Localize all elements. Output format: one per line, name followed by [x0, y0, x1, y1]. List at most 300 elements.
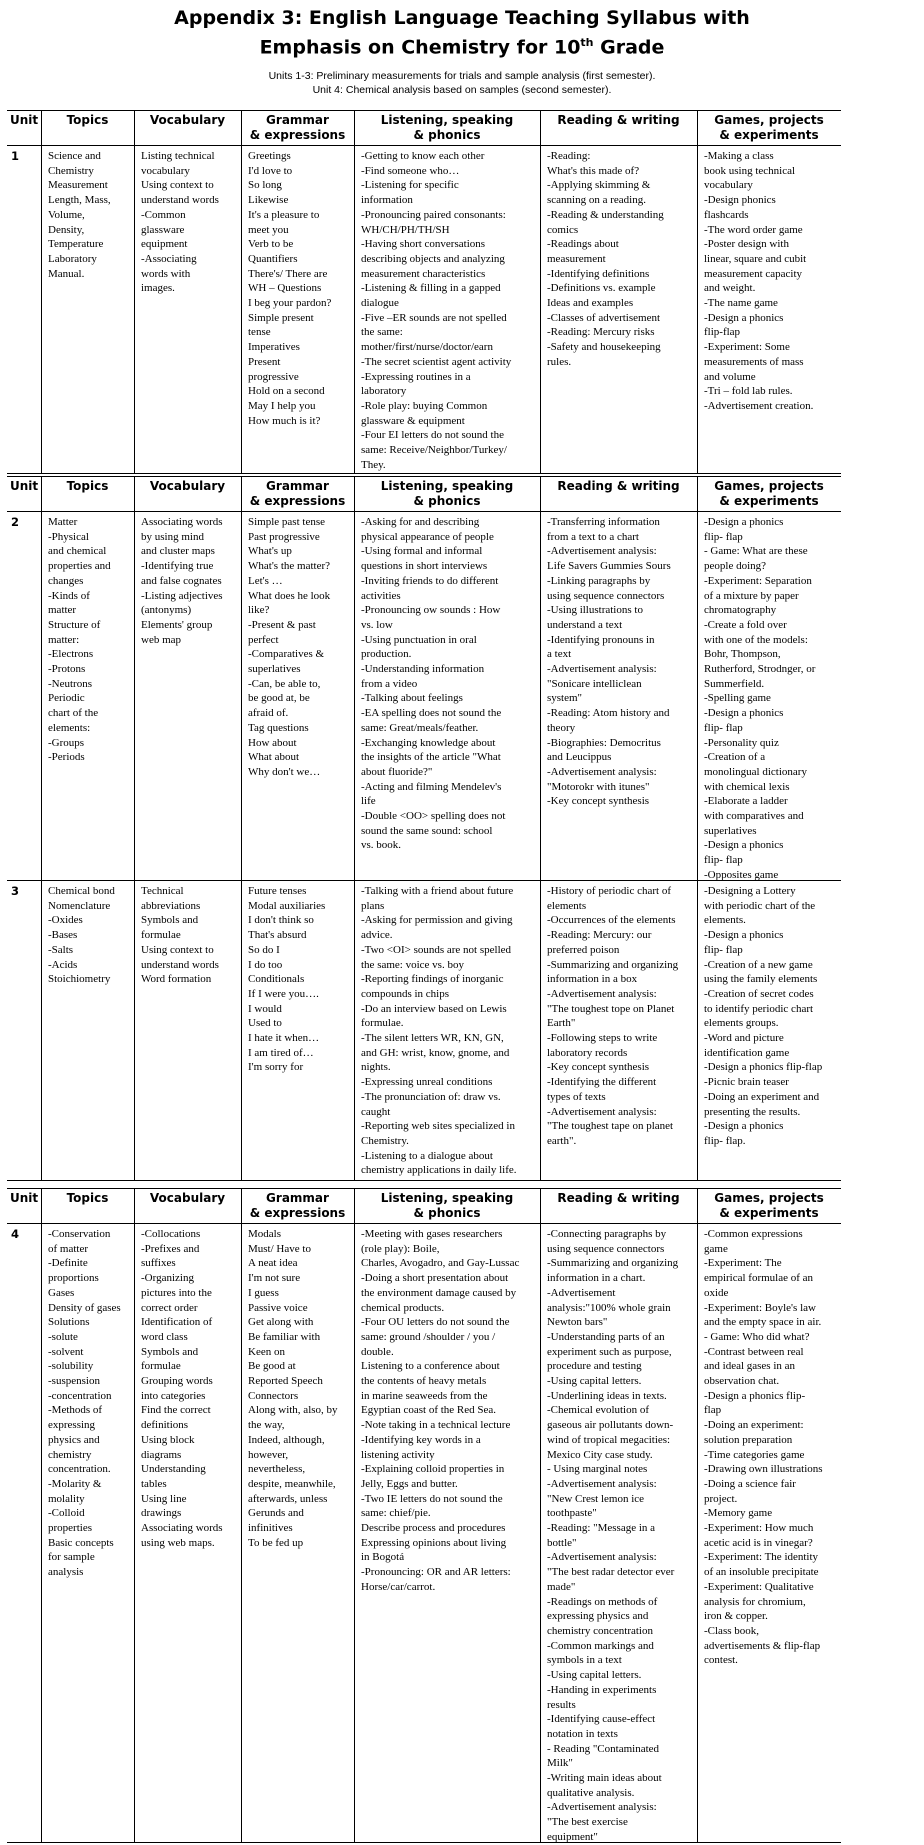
cell-line: changes: [48, 574, 84, 587]
cell-line: - Reading "Contaminated: [547, 1742, 660, 1755]
cell-line: oxide: [704, 1286, 729, 1299]
cell-line: into categories: [141, 1389, 206, 1402]
cell-line: same: ground /shoulder / you /: [361, 1330, 496, 1343]
cell-line: activities: [361, 589, 401, 602]
cell-line: -Identifying definitions: [547, 267, 650, 280]
cell-line: iron & copper.: [704, 1610, 768, 1623]
cell-line: -Listing adjectives: [141, 589, 223, 602]
cell-line: proportions: [48, 1272, 99, 1285]
cell-line: To be fed up: [248, 1536, 304, 1549]
vocabulary-cell: [141, 1227, 241, 1550]
column-divider: [134, 476, 135, 1180]
cell-line: -Collocations: [141, 1228, 201, 1240]
cell-line: -Reading: Mercury: our: [547, 929, 652, 942]
reading-cell: [547, 1227, 697, 1845]
header-vocabulary: Vocabulary: [149, 479, 226, 493]
cell-line: with periodic chart of the: [704, 899, 816, 912]
cell-line: -Do an interview based on Lewis: [361, 1002, 507, 1015]
cell-line: diagrams: [141, 1448, 182, 1461]
cell-line: -suspension: [48, 1375, 100, 1388]
cell-line: -The pronunciation of: draw vs.: [361, 1090, 501, 1103]
cell-line: Science and: [48, 150, 101, 162]
cell-line: -Key concept synthesis: [547, 795, 650, 808]
cell-line: and GH: wrist, know, gnome, and: [361, 1046, 510, 1059]
cell-line: in marine seaweeds from the: [361, 1389, 488, 1402]
cell-line: monolingual dictionary: [704, 765, 807, 778]
cell-line: the way,: [248, 1419, 285, 1432]
games-cell: [704, 515, 841, 883]
cell-line: -Experiment: The identity: [704, 1551, 819, 1564]
cell-line: -Classes of advertisement: [547, 311, 661, 324]
cell-line: Get along with: [248, 1316, 314, 1329]
cell-line: -Reporting web sites specialized in: [361, 1120, 515, 1133]
cell-line: -Common markings and: [547, 1639, 654, 1652]
cell-line: Quantifiers: [248, 252, 298, 265]
cell-line: Matter: [48, 516, 78, 528]
cell-line: and Leucippus: [547, 751, 612, 764]
cell-line: questions in short interviews: [361, 560, 488, 573]
header-grammar-line1: Grammar: [266, 479, 329, 493]
cell-line: Milk": [547, 1757, 573, 1770]
cell-line: -Summarizing and organizing: [547, 1257, 679, 1270]
unit-number: 1: [11, 149, 20, 163]
cell-line: afraid of.: [248, 707, 289, 720]
column-divider: [241, 476, 242, 1180]
cell-line: -Making a class: [704, 150, 774, 162]
header-games-line2: & experiments: [719, 1206, 819, 1220]
cell-line: What about: [248, 751, 300, 764]
cell-line: Nomenclature: [48, 899, 111, 912]
header-grammar-line1: Grammar: [266, 1191, 329, 1205]
cell-line: chart of the: [48, 707, 99, 720]
cell-line: -Elaborate a ladder: [704, 795, 788, 808]
column-divider: [134, 110, 135, 473]
cell-line: -Advertisement creation.: [704, 399, 814, 412]
cell-line: I guess: [248, 1286, 279, 1299]
cell-line: Present: [248, 355, 281, 368]
header-topics: Topics: [66, 479, 109, 493]
table-rule: [7, 473, 841, 474]
cell-line: acetic acid is in vinegar?: [704, 1536, 813, 1549]
cell-line: I do too: [248, 958, 283, 971]
cell-line: the same: voice vs. boy: [361, 958, 464, 971]
header-listening-line1: Listening, speaking: [380, 1191, 514, 1205]
reading-cell: [547, 149, 697, 370]
cell-line: -Explaining colloid properties in: [361, 1463, 505, 1476]
cell-line: "The toughest tope on Planet: [547, 1002, 675, 1015]
cell-line: I am tired of…: [248, 1046, 314, 1059]
cell-line: Greetings: [248, 150, 291, 162]
cell-line: analysis for chromium,: [704, 1595, 806, 1608]
cell-line: formulae.: [361, 1017, 404, 1030]
cell-line: Find the correct: [141, 1404, 211, 1417]
cell-line: -Comparatives &: [248, 648, 325, 661]
reading-cell: [547, 515, 697, 809]
cell-line: dialogue: [361, 297, 399, 310]
cell-line: -Experiment: Boyle's law: [704, 1301, 816, 1314]
cell-line: contest.: [704, 1654, 738, 1667]
cell-line: game: [704, 1242, 728, 1255]
cell-line: Egyptian coast of the Red Sea.: [361, 1404, 497, 1417]
cell-line: Charles, Avogadro, and Gay-Lussac: [361, 1257, 520, 1270]
cell-line: -Role play: buying Common: [361, 399, 488, 412]
cell-line: observation chat.: [704, 1375, 780, 1388]
table-rule: [7, 110, 841, 111]
cell-line: -Talking about feelings: [361, 692, 463, 705]
cell-line: -Summarizing and organizing: [547, 958, 679, 971]
cell-line: (role play): Boile,: [361, 1242, 440, 1255]
cell-line: Likewise: [248, 194, 289, 207]
cell-line: information in a chart.: [547, 1272, 646, 1285]
cell-line: made": [547, 1580, 576, 1593]
header-reading: Reading & writing: [557, 1191, 680, 1205]
cell-line: laboratory: [361, 385, 407, 398]
cell-line: superlatives: [704, 824, 757, 837]
cell-line: -Getting to know each other: [361, 150, 485, 162]
header-grammar: [241, 1191, 354, 1221]
cell-line: -Salts: [48, 943, 74, 956]
cell-line: advertisements & flip-flap: [704, 1639, 821, 1652]
cell-line: - Game: Who did what?: [704, 1330, 810, 1343]
cell-line: -Connecting paragraphs by: [547, 1228, 667, 1240]
cell-line: -Using capital letters.: [547, 1375, 642, 1388]
cell-line: -Identifying key words in a: [361, 1433, 481, 1446]
cell-line: Verb to be: [248, 238, 294, 251]
cell-line: mother/first/nurse/doctor/earn: [361, 341, 493, 354]
cell-line: results: [547, 1698, 576, 1711]
topics-cell: [48, 149, 134, 281]
cell-line: -Poster design with: [704, 238, 789, 251]
cell-line: -Definite: [48, 1257, 88, 1270]
cell-line: Jelly, Eggs and butter.: [361, 1477, 458, 1490]
cell-line: linear, square and cubit: [704, 252, 807, 265]
cell-line: flip- flap: [704, 530, 743, 543]
cell-line: formulae: [141, 1360, 181, 1373]
cell-line: -Neutrons: [48, 677, 92, 690]
cell-line: with chemical lexis: [704, 780, 790, 793]
cell-line: -Advertisement analysis:: [547, 1551, 657, 1564]
cell-line: earth".: [547, 1134, 577, 1147]
reading-cell: [547, 884, 697, 1149]
cell-line: Mexico City case study.: [547, 1448, 653, 1461]
cell-line: nights.: [361, 1061, 391, 1074]
cell-line: abbreviations: [141, 899, 201, 912]
cell-line: A neat idea: [248, 1257, 298, 1270]
cell-line: -Advertisement analysis:: [547, 765, 657, 778]
cell-line: -The silent letters WR, KN, GN,: [361, 1032, 504, 1045]
cell-line: -Reading: Mercury risks: [547, 326, 655, 339]
listening-cell: [361, 149, 540, 472]
cell-line: progressive: [248, 370, 299, 383]
cell-line: from a video: [361, 677, 418, 690]
cell-line: Imperatives: [248, 341, 300, 354]
cell-line: expressing: [48, 1419, 96, 1432]
cell-line: -Identifying true: [141, 560, 214, 573]
cell-line: correct order: [141, 1301, 198, 1314]
grammar-cell: [248, 149, 354, 428]
cell-line: system": [547, 692, 583, 705]
cell-line: -Design phonics: [704, 194, 776, 207]
unit-number: 3: [11, 884, 20, 898]
cell-line: of matter: [48, 1242, 89, 1255]
cell-line: -Organizing: [141, 1272, 194, 1285]
cell-line: and cluster maps: [141, 545, 215, 558]
cell-line: tense: [248, 326, 271, 339]
cell-line: in Bogotá: [361, 1551, 405, 1564]
cell-line: -Double <OO> spelling does not: [361, 810, 506, 823]
cell-line: describing objects and analyzing: [361, 252, 505, 265]
header-games-line1: Games, projects: [714, 1191, 824, 1205]
cell-line: Listing technical: [141, 150, 215, 162]
cell-line: vocabulary: [704, 179, 753, 192]
cell-line: the same:: [361, 326, 403, 339]
cell-line: and ideal gases in an: [704, 1360, 796, 1373]
cell-line: Modals: [248, 1228, 281, 1240]
cell-line: -Contrast between real: [704, 1345, 804, 1358]
cell-line: elements groups.: [704, 1017, 779, 1030]
cell-line: Connectors: [248, 1389, 299, 1402]
cell-line: -Key concept synthesis: [547, 1061, 650, 1074]
cell-line: -Chemical evolution of: [547, 1404, 650, 1417]
cell-line: -Meeting with gases researchers: [361, 1228, 503, 1240]
cell-line: chemistry: [48, 1448, 92, 1461]
vocabulary-cell: [141, 884, 241, 987]
cell-line: -Two <OI> sounds are not spelled: [361, 943, 512, 956]
header-listening: [354, 1191, 540, 1221]
table-rule: [7, 1188, 841, 1189]
cell-line: flip- flap.: [704, 1134, 746, 1147]
column-divider: [540, 1188, 541, 1842]
cell-line: -Using capital letters.: [547, 1669, 642, 1682]
column-divider: [241, 1188, 242, 1842]
table-rule: [7, 1223, 841, 1224]
cell-line: measurement characteristics: [361, 267, 486, 280]
cell-line: Simple present: [248, 311, 314, 324]
cell-line: Horse/car/carrot.: [361, 1580, 436, 1593]
header-games: [697, 113, 841, 143]
cell-line: "The toughest tape on planet: [547, 1120, 674, 1133]
cell-line: matter: [48, 604, 77, 617]
header-games: [697, 479, 841, 509]
cell-line: chemistry applications in daily life.: [361, 1164, 517, 1177]
table-rule: [7, 1180, 841, 1181]
cell-line: -Common: [141, 208, 186, 221]
vocabulary-cell: [141, 515, 241, 647]
cell-line: notation in texts: [547, 1727, 618, 1740]
cell-line: be good at, be: [248, 692, 310, 705]
cell-line: -Physical: [48, 530, 89, 543]
cell-line: Conditionals: [248, 973, 305, 986]
cell-line: They.: [361, 458, 386, 471]
cell-line: types of texts: [547, 1090, 606, 1103]
cell-line: formulae: [141, 929, 181, 942]
cell-line: afterwards, unless: [248, 1492, 328, 1505]
cell-line: life: [361, 795, 376, 808]
cell-line: -Experiment: The: [704, 1257, 782, 1270]
cell-line: flip-flap: [704, 326, 741, 339]
cell-line: -Designing a Lottery: [704, 885, 796, 897]
cell-line: -Following steps to write: [547, 1032, 658, 1045]
cell-line: elements:: [48, 721, 91, 734]
cell-line: -Handing in experiments: [547, 1683, 657, 1696]
cell-line: What does he look: [248, 589, 331, 602]
cell-line: vs. low: [361, 618, 393, 631]
cell-line: -Four EI letters do not sound the: [361, 429, 504, 442]
cell-line: What's up: [248, 545, 292, 558]
cell-line: -Memory game: [704, 1507, 773, 1520]
page-title: Appendix 3: English Language Teaching Syllabus with: [174, 7, 750, 29]
cell-line: -Create a fold over: [704, 618, 787, 631]
cell-line: flip- flap: [704, 943, 743, 956]
games-cell: [704, 1227, 841, 1668]
cell-line: -Having short conversations: [361, 238, 486, 251]
header-listening-line1: Listening, speaking: [380, 479, 514, 493]
cell-line: analysis:"100% whole grain: [547, 1301, 671, 1314]
cell-line: -Design a phonics flip-: [704, 1389, 806, 1402]
header-games-line1: Games, projects: [714, 479, 824, 493]
column-divider: [697, 1188, 698, 1842]
cell-line: -Find someone who…: [361, 164, 460, 177]
cell-line: perfect: [248, 633, 279, 646]
cell-line: -Doing a science fair: [704, 1477, 796, 1490]
cell-line: -Bases: [48, 929, 78, 942]
cell-line: Measurement: [48, 179, 108, 192]
cell-line: What's this made of?: [547, 164, 640, 177]
header-grammar-line2: & expressions: [249, 128, 346, 142]
cell-line: word class: [141, 1330, 188, 1343]
cell-line: project.: [704, 1492, 738, 1505]
column-divider: [697, 110, 698, 473]
cell-line: I'd love to: [248, 164, 293, 177]
grammar-cell: [248, 884, 354, 1075]
cell-line: meet you: [248, 223, 289, 236]
cell-line: I would: [248, 1002, 282, 1015]
cell-line: vocabulary: [141, 164, 190, 177]
cell-line: bottle": [547, 1536, 577, 1549]
cell-line: -Reading:: [547, 150, 591, 162]
cell-line: Associating words: [141, 1522, 223, 1535]
cell-line: -Advertisement analysis:: [547, 545, 657, 558]
cell-line: Chemistry: [48, 164, 94, 177]
cell-line: understand words: [141, 958, 219, 971]
cell-line: -Writing main ideas about: [547, 1772, 662, 1785]
cell-line: infinitives: [248, 1522, 293, 1535]
cell-line: people doing?: [704, 560, 767, 573]
cell-line: -Associating: [141, 252, 197, 265]
cell-line: It's a pleasure to: [248, 208, 320, 221]
column-divider: [41, 476, 42, 1180]
cell-line: -Safety and housekeeping: [547, 341, 661, 354]
cell-line: vs. book.: [361, 839, 402, 852]
unit-number: 2: [11, 515, 20, 529]
cell-line: Be familiar with: [248, 1330, 321, 1343]
cell-line: comics: [547, 223, 579, 236]
cell-line: -Advertisement analysis:: [547, 987, 657, 1000]
cell-line: by using mind: [141, 530, 204, 543]
cell-line: compounds in chips: [361, 987, 449, 1000]
cell-line: of a mixture by paper: [704, 589, 799, 602]
cell-line: however,: [248, 1448, 289, 1461]
cell-line: preferred poison: [547, 943, 620, 956]
cell-line: and weight.: [704, 282, 756, 295]
cell-line: Let's …: [248, 574, 283, 587]
header-grammar-line2: & expressions: [249, 1206, 346, 1220]
title-text-end: Grade: [593, 36, 665, 59]
cell-line: -Expressing unreal conditions: [361, 1076, 493, 1089]
cell-line: glassware & equipment: [361, 414, 465, 427]
column-divider: [354, 476, 355, 1180]
cell-line: Density of gases: [48, 1301, 121, 1314]
cell-line: words with: [141, 267, 191, 280]
cell-line: -Talking with a friend about future: [361, 885, 514, 897]
grammar-cell: [248, 515, 354, 780]
cell-line: and chemical: [48, 545, 107, 558]
cell-line: Structure of: [48, 618, 101, 631]
grammar-cell: [248, 1227, 354, 1550]
cell-line: -Methods of: [48, 1404, 103, 1417]
cell-line: -Design a phonics: [704, 839, 784, 852]
header-grammar-line2: & expressions: [249, 494, 346, 508]
cell-line: -Listening & filling in a gapped: [361, 282, 501, 295]
cell-line: Reported Speech: [248, 1375, 323, 1388]
header-games: [697, 1191, 841, 1221]
cell-line: Keen on: [248, 1345, 285, 1358]
cell-line: presenting the results.: [704, 1105, 801, 1118]
cell-line: How much is it?: [248, 414, 321, 427]
cell-line: measurements of mass: [704, 355, 804, 368]
cell-line: I'm sorry for: [248, 1061, 304, 1074]
cell-line: and the empty space in air.: [704, 1316, 822, 1329]
title-superscript: th: [580, 36, 594, 49]
cell-line: chemical products.: [361, 1301, 445, 1314]
cell-line: production.: [361, 648, 412, 661]
cell-line: -Kinds of: [48, 589, 90, 602]
cell-line: Grouping words: [141, 1375, 213, 1388]
cell-line: -Pronouncing ow sounds : How: [361, 604, 501, 617]
cell-line: Indeed, although,: [248, 1433, 325, 1446]
cell-line: theory: [547, 721, 576, 734]
cell-line: same: Receive/Neighbor/Turkey/: [361, 444, 507, 457]
vocabulary-cell: [141, 149, 241, 296]
cell-line: -Personality quiz: [704, 736, 779, 749]
cell-line: -Underlining ideas in texts.: [547, 1389, 667, 1402]
cell-line: -Advertisement analysis:: [547, 1801, 657, 1814]
cell-line: using sequence connectors: [547, 589, 665, 602]
cell-line: a text: [547, 648, 572, 661]
cell-line: chemistry concentration: [547, 1624, 653, 1637]
cell-line: Understanding: [141, 1463, 206, 1476]
cell-line: -Note taking in a technical lecture: [361, 1419, 511, 1432]
cell-line: suffixes: [141, 1257, 176, 1270]
cell-line: Using block: [141, 1433, 195, 1446]
cell-line: -EA spelling does not sound the: [361, 707, 502, 720]
cell-line: definitions: [141, 1419, 189, 1432]
cell-line: advice.: [361, 929, 393, 942]
cell-line: -Design a phonics: [704, 311, 784, 324]
cell-line: -Four OU letters do not sound the: [361, 1316, 510, 1329]
column-divider: [354, 110, 355, 473]
cell-line: images.: [141, 282, 175, 295]
cell-line: -Design a phonics: [704, 707, 784, 720]
cell-line: -Common expressions: [704, 1228, 803, 1240]
header-reading: Reading & writing: [557, 479, 680, 493]
cell-line: tables: [141, 1477, 167, 1490]
cell-line: -Identifying pronouns in: [547, 633, 655, 646]
cell-line: -Experiment: Qualitative: [704, 1580, 814, 1593]
cell-line: expressing physics and: [547, 1610, 649, 1623]
cell-line: -Can, be able to,: [248, 677, 321, 690]
cell-line: -Present & past: [248, 618, 316, 631]
